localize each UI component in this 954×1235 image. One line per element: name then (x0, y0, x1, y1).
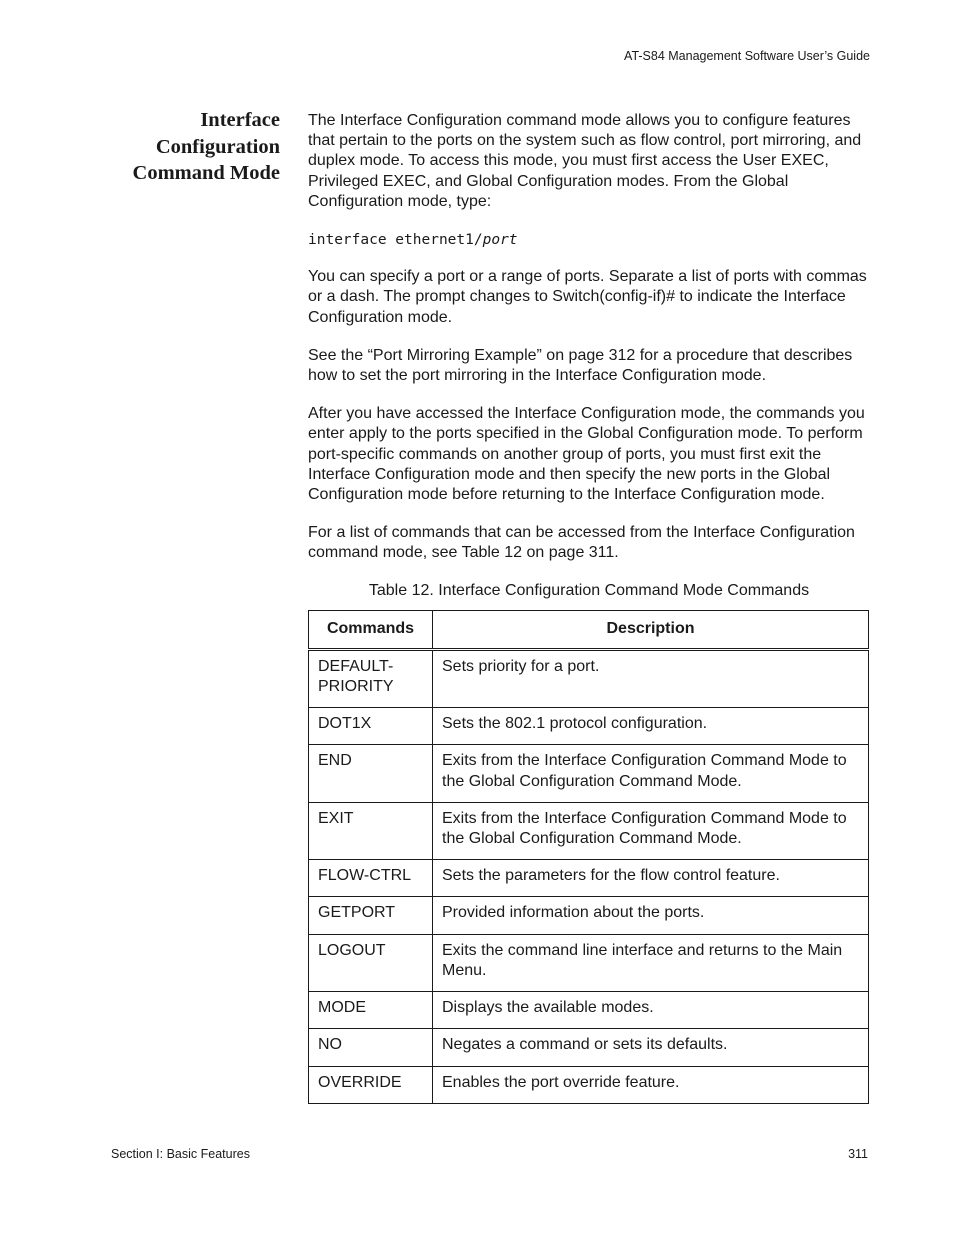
description-cell: Sets priority for a port. (433, 649, 869, 707)
command-variable: port (482, 232, 518, 249)
section-heading-line: Command Mode (132, 162, 280, 184)
command-cell: GETPORT (309, 897, 433, 934)
table-row (309, 934, 869, 991)
column-header-commands: Commands (309, 610, 433, 649)
command-cell: EXIT (309, 802, 433, 859)
running-header: AT-S84 Management Software User’s Guide (624, 49, 870, 63)
footer-section: Section I: Basic Features (111, 1147, 250, 1161)
command-cell: FLOW-CTRL (309, 860, 433, 897)
description-cell: Exits from the Interface Configuration Command Mode to the Global Configuration Command Mode. (433, 745, 869, 802)
table-row (309, 1029, 869, 1066)
description-cell: Exits from the Interface Configuration Command Mode to the Global Configuration Command Mode. (433, 802, 869, 859)
description-cell: Sets the parameters for the flow control feature. (433, 860, 869, 897)
command-text: interface ethernet1/ (308, 232, 483, 249)
description-cell: Sets the 802.1 protocol configuration. (433, 708, 869, 745)
description-cell: Exits the command line interface and returns to the Main Menu. (433, 934, 869, 991)
table-caption: Table 12. Interface Configuration Command Mode Commands (368, 581, 810, 599)
description-cell: Enables the port override feature. (433, 1066, 869, 1103)
table-header-row (309, 610, 869, 649)
body-text (308, 111, 870, 1104)
section-heading-line: Interface (200, 109, 280, 131)
command-example (308, 230, 870, 250)
command-cell: OVERRIDE (309, 1066, 433, 1103)
description-cell: Provided information about the ports. (433, 897, 869, 934)
table-row (309, 992, 869, 1029)
paragraph-see-also: See the “Port Mirroring Example” on page 312 for a procedure that describes how to set the port mirroring in the Interface Configuration mode. (308, 346, 853, 385)
paragraph-intro: The Interface Configuration command mode allows you to configure features that pertain to the ports on the system such as flow control, port mirroring, and duplex mode. To access this mode, you must first access the User EXEC, Privileged EXEC, and Global Configuration modes. From the Global Configuration mode, type: (308, 112, 862, 210)
section-heading-line: Configuration (155, 135, 280, 158)
description-cell: Negates a command or sets its defaults. (433, 1029, 869, 1066)
command-cell: DEFAULT-PRIORITY (309, 649, 433, 707)
command-cell: DOT1X (309, 708, 433, 745)
paragraph-ports: You can specify a port or a range of ports. Separate a list of ports with commas or a dash. The prompt changes to Switch(config-if)# to indicate the Interface Configuration mode. (308, 268, 867, 326)
table-row (309, 802, 869, 859)
paragraph-table-ref: For a list of commands that can be accessed from the Interface Configuration command mode, see Table 12 on page 311. (308, 524, 855, 562)
command-cell: NO (309, 1029, 433, 1066)
table-row (309, 708, 869, 745)
table-row (309, 860, 869, 897)
table-row (309, 897, 869, 934)
table-row (309, 1066, 869, 1103)
command-cell: END (309, 745, 433, 802)
table-row (309, 745, 869, 802)
column-header-description: Description (433, 610, 869, 649)
commands-table (308, 610, 869, 1104)
table-row (309, 649, 869, 707)
page-number: 311 (848, 1147, 868, 1161)
section-heading (100, 107, 280, 187)
paragraph-after-access: After you have accessed the Interface Configuration mode, the commands you enter apply to the ports specified in the Global Configuration mode. To perform port-specific commands on another group of ports, you must first exit the Interface Configuration mode and then specify the new ports in the Global Configuration mode before returning to the Interface Configuration mode. (308, 405, 865, 504)
command-cell: MODE (309, 992, 433, 1029)
description-cell: Displays the available modes. (433, 992, 869, 1029)
command-cell: LOGOUT (309, 934, 433, 991)
